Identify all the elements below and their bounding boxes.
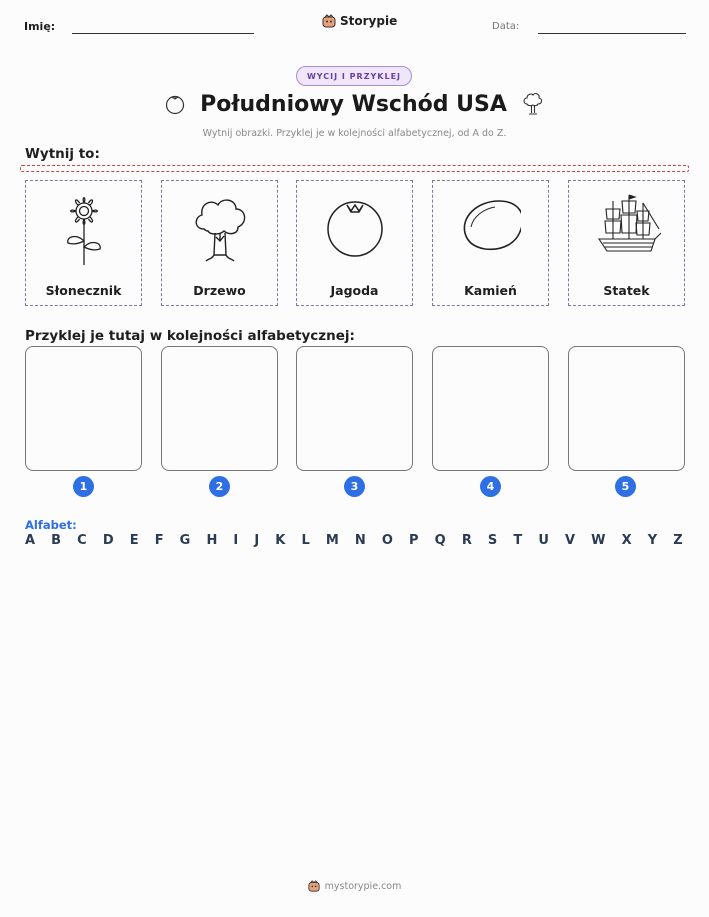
storypie-logo-icon (308, 880, 320, 892)
alphabet-label: Alfabet: (25, 518, 77, 532)
alphabet-letter: X (621, 533, 632, 548)
footer-url: mystorypie.com (324, 880, 402, 892)
tree-icon (521, 91, 545, 117)
card-label: Statek (603, 283, 650, 298)
slot-number-1: 1 (73, 476, 94, 497)
stone-icon (461, 189, 521, 269)
cut-card-sunflower[interactable] (25, 180, 142, 306)
paste-section-label: Przyklej je tutaj w kolejności alfabetycznej: (25, 328, 355, 344)
alphabet-letter: T (513, 533, 523, 548)
cut-card-tree[interactable] (161, 180, 278, 306)
alphabet-letter: D (102, 533, 114, 548)
storypie-logo-icon (322, 14, 336, 28)
page-title: Południowy Wschód USA (200, 91, 507, 117)
paste-slot-4[interactable] (432, 346, 549, 471)
brand-logo (322, 14, 397, 28)
alphabet-letter: E (129, 533, 139, 548)
alphabet-letter: R (461, 533, 472, 548)
alphabet-row (25, 533, 683, 548)
cut-section-label: Wytnij to: (25, 146, 100, 162)
alphabet-letter: M (325, 533, 339, 548)
alphabet-letter: N (354, 533, 366, 548)
alphabet-letter: G (179, 533, 191, 548)
alphabet-letter: B (51, 533, 62, 548)
alphabet-letter: Q (434, 533, 446, 548)
paste-slot-2[interactable] (161, 346, 278, 471)
alphabet-letter: J (254, 533, 260, 548)
instructions: Wytnij obrazki. Przyklej je w kolejności alfabetycznej, od A do Z. (202, 128, 507, 139)
alphabet-letter: Y (647, 533, 658, 548)
date-field-line[interactable] (538, 33, 686, 34)
slot-number-2: 2 (209, 476, 230, 497)
title-row (0, 91, 709, 117)
alphabet-letter: L (301, 533, 310, 548)
alphabet-letter: I (233, 533, 239, 548)
card-label: Kamień (464, 283, 517, 298)
cut-line (20, 165, 689, 172)
alphabet-letter: V (565, 533, 576, 548)
alphabet-letter: A (25, 533, 36, 548)
paste-slot-1[interactable] (25, 346, 142, 471)
card-label: Drzewo (193, 283, 246, 298)
paste-slot-3[interactable] (296, 346, 413, 471)
alphabet-letter: O (381, 533, 393, 548)
alphabet-letter: K (275, 533, 286, 548)
cut-card-berry[interactable] (296, 180, 413, 306)
alphabet-letter: S (487, 533, 498, 548)
berry-icon (164, 93, 186, 115)
activity-badge: WYCIJ I PRZYKLEJ (296, 66, 412, 86)
card-label: Jagoda (330, 283, 379, 298)
alphabet-letter: U (538, 533, 549, 548)
cut-card-stone[interactable] (432, 180, 549, 306)
alphabet-letter: F (154, 533, 164, 548)
alphabet-letter: Z (673, 533, 683, 548)
brand-name: Storypie (340, 14, 398, 28)
footer (0, 880, 709, 892)
card-label: Słonecznik (45, 283, 122, 298)
slot-number-3: 3 (344, 476, 365, 497)
berry-icon (325, 189, 385, 269)
ship-icon (597, 189, 661, 269)
slot-number-4: 4 (480, 476, 501, 497)
date-label: Data: (492, 21, 520, 32)
tree-icon (190, 189, 250, 269)
slot-number-5: 5 (615, 476, 636, 497)
name-label: Imię: (24, 20, 56, 33)
alphabet-letter: W (591, 533, 606, 548)
name-field-line[interactable] (72, 33, 254, 34)
paste-slot-5[interactable] (568, 346, 685, 471)
cut-card-ship[interactable] (568, 180, 685, 306)
sunflower-icon (54, 189, 114, 269)
alphabet-letter: H (206, 533, 218, 548)
alphabet-letter: C (77, 533, 87, 548)
alphabet-letter: P (409, 533, 419, 548)
